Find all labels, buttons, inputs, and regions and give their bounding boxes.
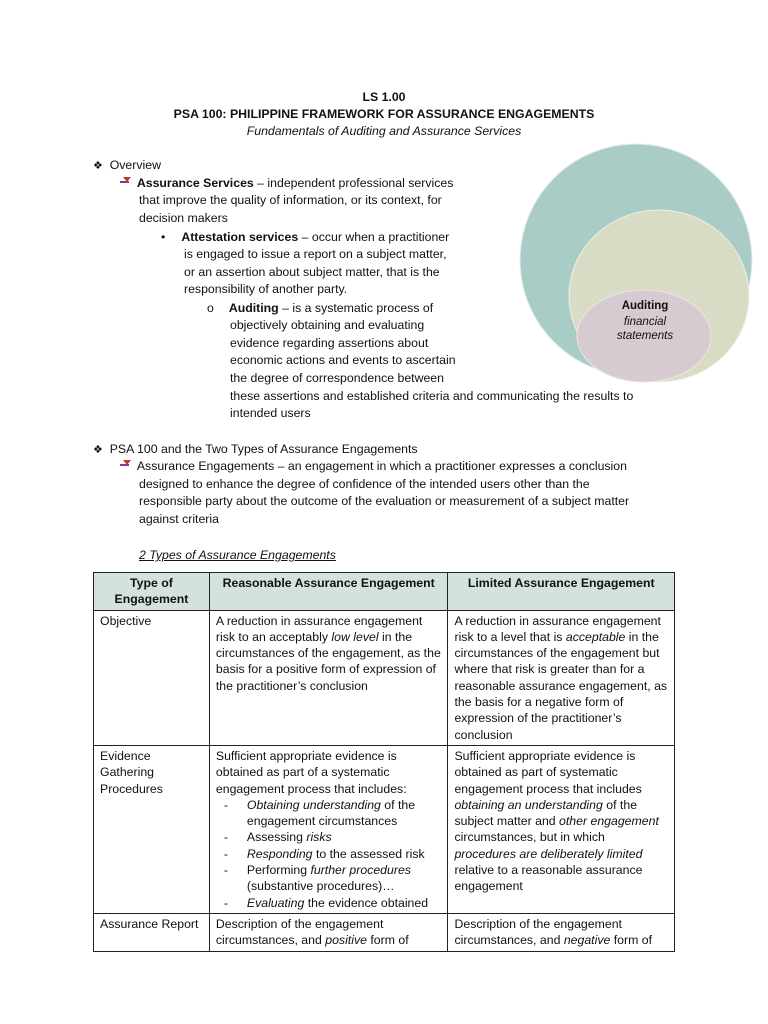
section2-heading <box>93 441 418 459</box>
cell-objective-limited: A reduction in assurance engagement risk to a level that is acceptable in the circumstances of the engagement but where that risk is greater than for a reasonable assurance engagement, as the basis for a negative form of expression of the practitioner’s conclusion <box>448 610 675 745</box>
diagram-label-auditing: Auditing <box>621 300 669 312</box>
assurance-services-line-2: that improve the quality of information, or its context, for <box>139 193 442 207</box>
cell-report-limited: Description of the engagement circumstances, and negative form of <box>448 913 675 951</box>
auditing-line-3: evidence regarding assertions about <box>230 336 429 350</box>
list-item: - Evaluating the evidence obtained <box>216 895 442 911</box>
pushpin-bullet-icon <box>119 459 130 470</box>
list-item: - Assessing risks <box>216 829 442 845</box>
auditing-term: Auditing <box>228 301 279 315</box>
auditing-text: – is a systematic process of <box>278 301 434 315</box>
table-row-evidence <box>94 745 675 913</box>
table-row-objective <box>94 610 675 745</box>
assurance-engagements-line-4: against criteria <box>139 512 219 526</box>
circle-o-bullet: o <box>207 301 214 315</box>
table-caption: 2 Types of Assurance Engagements <box>139 548 336 562</box>
table-row-report <box>94 913 675 951</box>
auditing-line-6: these assertions and established criteria and communicating the results to <box>230 389 634 403</box>
attestation-line-1 <box>161 229 449 246</box>
pushpin-bullet-icon <box>119 176 130 187</box>
nested-ellipses-diagram <box>510 140 765 385</box>
auditing-line-4: economic actions and events to ascertain <box>230 353 456 367</box>
header-limited: Limited Assurance Engagement <box>448 573 675 611</box>
assurance-engagements-line-1 <box>119 458 627 475</box>
auditing-line-1 <box>207 300 433 317</box>
assurance-services-term: Assurance Services <box>136 176 254 190</box>
assurance-services-line-3: decision makers <box>139 211 228 225</box>
attestation-line-3: or an assertion about subject matter, that is the <box>184 265 440 279</box>
header-type: Type of Engagement <box>94 573 210 611</box>
list-item: - Obtaining understanding of the engagement circumstances <box>216 797 442 830</box>
auditing-line-5: the degree of correspondence between <box>230 371 444 385</box>
cell-objective-reasonable: A reduction in assurance engagement risk to an acceptably low level in the circumstances of the engagement, as the basis for a positive form of expression of the practitioner’s conclusion <box>209 610 448 745</box>
attestation-line-2: is engaged to issue a report on a subject matter, <box>184 247 447 261</box>
assurance-services-line-1 <box>119 175 453 192</box>
cell-report-label: Assurance Report <box>94 913 210 951</box>
assurance-engagements-table <box>93 572 675 952</box>
diamond-bullet-icon: ❖ <box>93 160 103 172</box>
evidence-intro: Sufficient appropriate evidence is obtained as part of a systematic engagement process that includes: <box>215 748 407 796</box>
overview-heading <box>93 157 161 175</box>
diagram-label-financial: financial <box>623 316 667 328</box>
assurance-engagements-text: – an engagement in which a practitioner expresses a conclusion <box>274 459 627 473</box>
document-subtitle: Fundamentals of Auditing and Assurance Services <box>246 124 522 138</box>
diagram-label-statements: statements <box>616 330 674 342</box>
cell-objective-label: Objective <box>94 610 210 745</box>
cell-evidence-limited: Sufficient appropriate evidence is obtained as part of systematic engagement process that includes obtaining an understanding of the subject matter and other engagement circumstances, but in which procedures are deliberately limited relative to a reasonable assurance engagement <box>448 745 675 913</box>
overview-heading-text: Overview <box>109 158 161 172</box>
assurance-services-text: – independent professional services <box>253 176 454 190</box>
table-header-row <box>94 573 675 611</box>
header-reasonable: Reasonable Assurance Engagement <box>209 573 448 611</box>
auditing-line-2: objectively obtaining and evaluating <box>230 318 425 332</box>
attestation-text: – occur when a practitioner <box>298 230 450 244</box>
cell-evidence-label: Evidence Gathering Procedures <box>94 745 210 913</box>
assurance-engagements-line-2: designed to enhance the degree of confidence of the intended users other than the <box>139 477 590 491</box>
assurance-engagements-line-3: responsible party about the outcome of the evaluation or measurement of a subject matter <box>139 494 630 508</box>
cell-report-reasonable: Description of the engagement circumstances, and positive form of <box>209 913 448 951</box>
round-bullet-icon: • <box>161 230 166 244</box>
assurance-engagements-term: Assurance Engagements <box>136 459 275 473</box>
auditing-line-7: intended users <box>230 406 311 420</box>
attestation-term: Attestation services <box>181 230 299 244</box>
document-code: LS 1.00 <box>362 90 406 104</box>
cell-evidence-reasonable <box>209 745 448 913</box>
document-title: PSA 100: PHILIPPINE FRAMEWORK FOR ASSURANCE ENGAGEMENTS <box>173 107 595 121</box>
diamond-bullet-icon: ❖ <box>93 444 103 456</box>
list-item: - Performing further procedures (substantive procedures)… <box>216 862 442 895</box>
evidence-procedure-list <box>216 797 442 911</box>
attestation-line-4: responsibility of another party. <box>184 282 348 296</box>
list-item: - Responding to the assessed risk <box>216 846 442 862</box>
section2-heading-text: PSA 100 and the Two Types of Assurance Engagements <box>109 442 418 456</box>
